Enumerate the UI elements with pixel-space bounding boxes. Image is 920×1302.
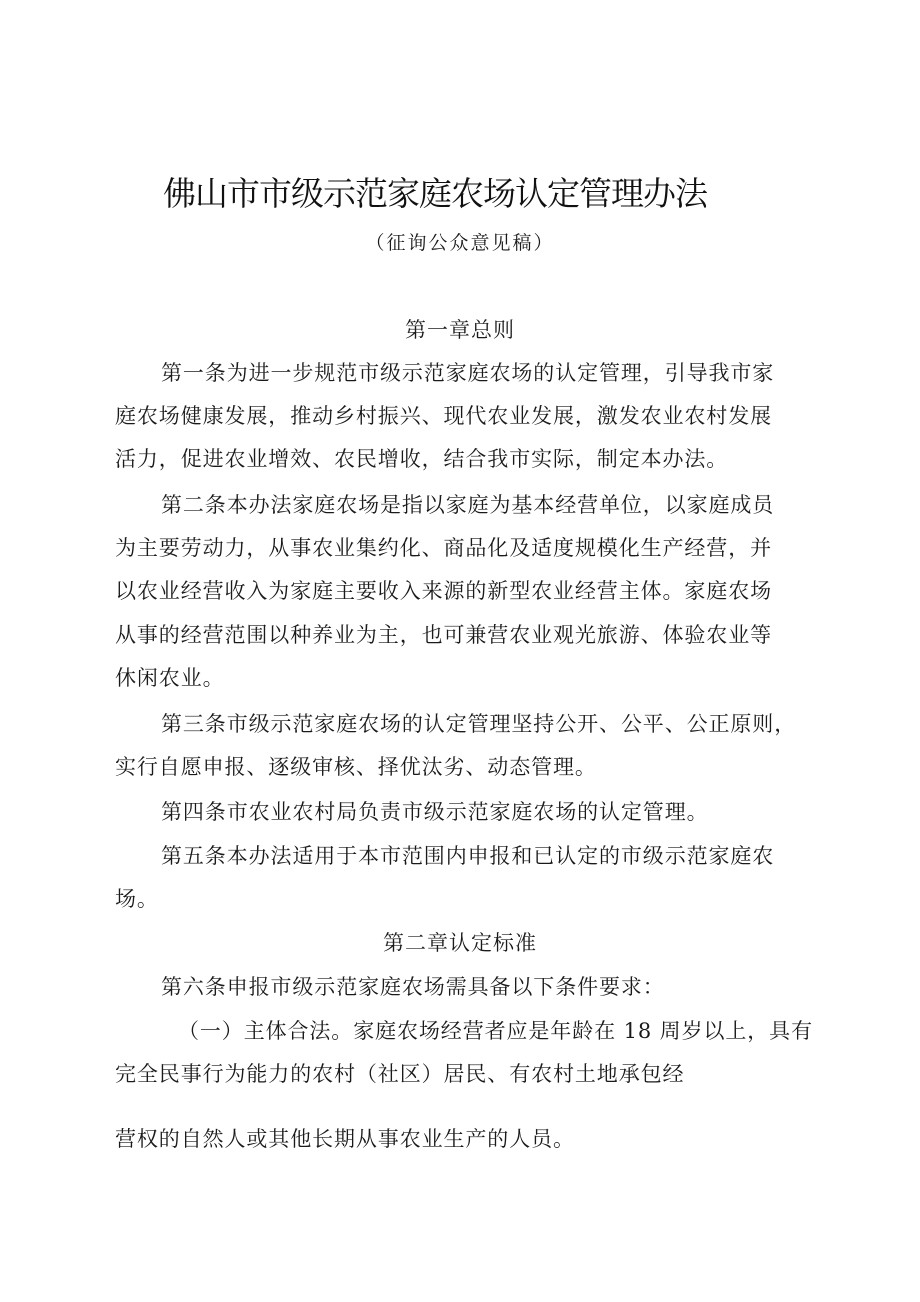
document-title: 佛山市市级示范家庭农场认定管理办法 xyxy=(163,174,707,213)
article-1-line-1: 第一条为进一步规范市级示范家庭农场的认定管理，引导我市家 xyxy=(161,361,775,385)
article-2-line-2: 为主要劳动力，从事农业集约化、商品化及适度规模化生产经营，并 xyxy=(115,536,772,560)
item-1-line-3: 营权的自然人或其他长期从事农业生产的人员。 xyxy=(115,1127,575,1151)
item-1-line-1: （一）主体合法。家庭农场经营者应是年龄在 18 周岁以上，具有 xyxy=(178,1019,813,1043)
article-5-line-1: 第五条本办法适用于本市范围内申报和已认定的市级示范家庭农 xyxy=(161,844,775,868)
article-2-line-1: 第二条本办法家庭农场是指以家庭为基本经营单位，以家庭成员 xyxy=(161,493,775,517)
article-3-line-1: 第三条市级示范家庭农场的认定管理坚持公开、公平、公正原则， xyxy=(161,712,797,736)
article-6-line-1: 第六条申报市级示范家庭农场需具备以下条件要求： xyxy=(161,975,665,999)
article-2-line-3: 以农业经营收入为家庭主要收入来源的新型农业经营主体。家庭农场 xyxy=(115,579,772,603)
article-1-line-2: 庭农场健康发展，推动乡村振兴、现代农业发展，激发农业农村发展 xyxy=(115,404,772,428)
chapter-heading-2: 第二章认定标准 xyxy=(383,931,537,955)
document-subtitle: （征询公众意见稿） xyxy=(365,232,555,254)
article-5-line-2: 场。 xyxy=(115,887,159,911)
article-2-line-5: 休闲农业。 xyxy=(115,666,225,690)
chapter-heading-1: 第一章总则 xyxy=(405,318,515,342)
item-1-line-2: 完全民事行为能力的农村（社区）居民、有农村土地承包经 xyxy=(115,1062,685,1086)
article-4-line-1: 第四条市农业农村局负责市级示范家庭农场的认定管理。 xyxy=(161,800,709,824)
article-3-line-2: 实行自愿申报、逐级审核、择优汰劣、动态管理。 xyxy=(115,755,597,779)
article-1-line-3: 活力，促进农业增效、农民增收，结合我市实际，制定本办法。 xyxy=(115,447,729,471)
article-2-line-4: 从事的经营范围以种养业为主，也可兼营农业观光旅游、体验农业等 xyxy=(115,623,772,647)
